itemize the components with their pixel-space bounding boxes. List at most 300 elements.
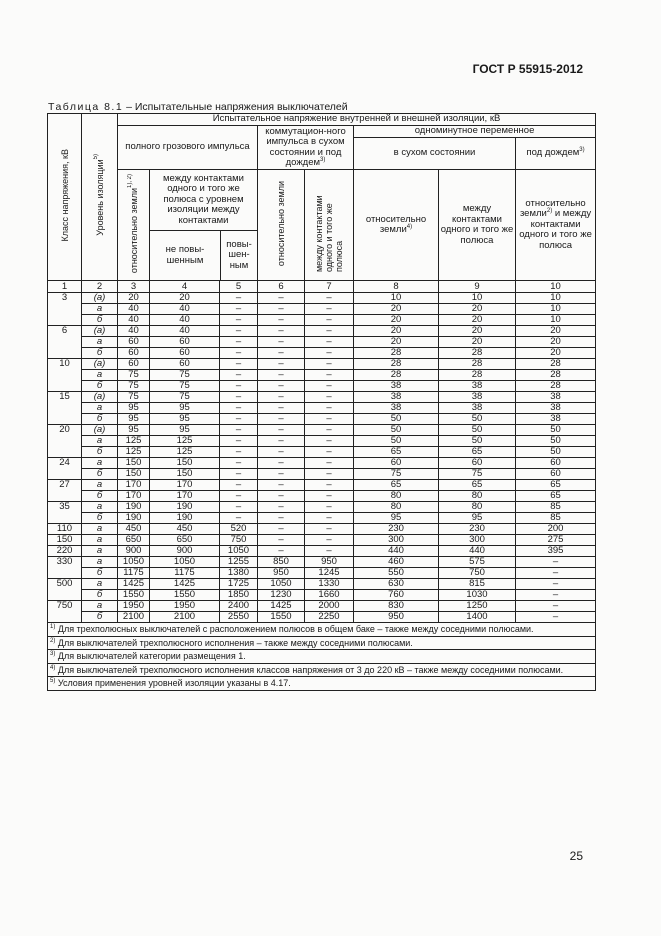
insulation-level-cell: а bbox=[82, 370, 118, 381]
voltage-cell: – bbox=[258, 381, 305, 392]
table-row bbox=[48, 370, 596, 381]
header-raised: повы-шен-ным bbox=[226, 238, 252, 271]
voltage-cell: – bbox=[258, 436, 305, 447]
voltage-cell: – bbox=[516, 557, 596, 568]
voltage-cell: 50 bbox=[354, 414, 439, 425]
voltage-cell: 10 bbox=[354, 293, 439, 304]
voltage-cell: 20 bbox=[516, 348, 596, 359]
voltage-cell: 28 bbox=[439, 348, 516, 359]
voltage-cell: 60 bbox=[118, 359, 150, 370]
voltage-cell: 60 bbox=[516, 469, 596, 480]
voltage-class-cell: 150 bbox=[48, 535, 82, 546]
voltage-cell: 95 bbox=[118, 403, 150, 414]
insulation-level-cell: а bbox=[82, 403, 118, 414]
voltage-cell: 1950 bbox=[118, 601, 150, 612]
insulation-level-cell: а bbox=[82, 436, 118, 447]
voltage-cell: 60 bbox=[354, 458, 439, 469]
table-caption-title: – Испытательные напряжения выключателей bbox=[126, 101, 348, 113]
voltage-cell: – bbox=[305, 315, 354, 326]
voltage-cell: – bbox=[305, 546, 354, 557]
table-row bbox=[48, 568, 596, 579]
voltage-cell: 95 bbox=[118, 425, 150, 436]
table-row bbox=[48, 326, 596, 337]
voltage-cell: 20 bbox=[439, 315, 516, 326]
voltage-cell: 28 bbox=[354, 348, 439, 359]
voltage-cell: – bbox=[305, 403, 354, 414]
voltage-cell: 815 bbox=[439, 579, 516, 590]
voltage-cell: 75 bbox=[150, 370, 220, 381]
footnote: $^{5)}$ Условия применения уровней изоляции указаны в 4.17. bbox=[48, 677, 596, 691]
voltage-cell: 1550 bbox=[118, 590, 150, 601]
voltage-cell: – bbox=[220, 502, 258, 513]
insulation-level-cell: (а) bbox=[82, 425, 118, 436]
voltage-class-cell: 6 bbox=[48, 326, 82, 359]
voltage-cell: 450 bbox=[150, 524, 220, 535]
voltage-cell: 1660 bbox=[305, 590, 354, 601]
voltage-cell: 850 bbox=[258, 557, 305, 568]
insulation-level-cell: а bbox=[82, 480, 118, 491]
insulation-level-cell: а bbox=[82, 458, 118, 469]
voltage-cell: 20 bbox=[439, 304, 516, 315]
voltage-class-cell: 35 bbox=[48, 502, 82, 524]
insulation-level-cell: б bbox=[82, 568, 118, 579]
column-number: 5 bbox=[220, 281, 258, 293]
voltage-cell: 28 bbox=[516, 381, 596, 392]
voltage-class-cell: 10 bbox=[48, 359, 82, 392]
voltage-cell: – bbox=[305, 524, 354, 535]
voltage-cell: – bbox=[258, 348, 305, 359]
voltage-cell: – bbox=[305, 458, 354, 469]
voltage-cell: 1550 bbox=[150, 590, 220, 601]
table-caption-label: Таблица 8.1 bbox=[48, 101, 124, 113]
voltage-cell: – bbox=[258, 480, 305, 491]
voltage-cell: 85 bbox=[516, 502, 596, 513]
column-number: 9 bbox=[439, 281, 516, 293]
voltage-cell: 38 bbox=[354, 392, 439, 403]
voltage-cell: – bbox=[220, 469, 258, 480]
voltage-cell: 65 bbox=[354, 480, 439, 491]
footnote: $^{2)}$ Для выключателей трехполюсного исполнения – также между соседними полюсами. bbox=[48, 636, 596, 650]
voltage-cell: 1230 bbox=[258, 590, 305, 601]
voltage-cell: 520 bbox=[220, 524, 258, 535]
table-caption bbox=[48, 101, 348, 113]
voltage-cell: 38 bbox=[516, 392, 596, 403]
header-rain-desc: относительно земли$^{2)}$ и между контактами одного и того же полюса bbox=[516, 170, 596, 281]
voltage-cell: 150 bbox=[150, 458, 220, 469]
voltage-cell: 20 bbox=[354, 304, 439, 315]
voltage-cell: 1425 bbox=[258, 601, 305, 612]
voltage-cell: 1050 bbox=[150, 557, 220, 568]
voltage-cell: 1030 bbox=[439, 590, 516, 601]
voltage-cell: 450 bbox=[118, 524, 150, 535]
voltage-cell: 1550 bbox=[258, 612, 305, 623]
voltage-cell: 40 bbox=[118, 304, 150, 315]
table-row bbox=[48, 502, 596, 513]
footnote: $^{1)}$ Для трехполюсных выключателей с расположением полюсов в общем баке – также между соседними полюсами. bbox=[48, 623, 596, 637]
table-row bbox=[48, 557, 596, 568]
voltage-cell: 38 bbox=[354, 381, 439, 392]
voltage-cell: 20 bbox=[354, 315, 439, 326]
voltage-cell: 20 bbox=[118, 293, 150, 304]
voltage-cell: 38 bbox=[439, 381, 516, 392]
voltage-cell: – bbox=[220, 370, 258, 381]
voltage-cell: – bbox=[305, 502, 354, 513]
header-switching-earth: относительно земли bbox=[258, 170, 305, 281]
voltage-cell: 1725 bbox=[220, 579, 258, 590]
voltage-cell: 2100 bbox=[118, 612, 150, 623]
insulation-level-cell: б bbox=[82, 315, 118, 326]
voltage-cell: 575 bbox=[439, 557, 516, 568]
voltage-cell: 95 bbox=[150, 425, 220, 436]
voltage-cell: – bbox=[220, 414, 258, 425]
voltage-cell: 1255 bbox=[220, 557, 258, 568]
voltage-cell: 1050 bbox=[258, 579, 305, 590]
voltage-cell: – bbox=[305, 326, 354, 337]
column-number: 6 bbox=[258, 281, 305, 293]
voltage-cell: 230 bbox=[439, 524, 516, 535]
voltage-cell: 60 bbox=[150, 348, 220, 359]
table-row bbox=[48, 414, 596, 425]
voltage-cell: 760 bbox=[354, 590, 439, 601]
voltage-cell: – bbox=[305, 392, 354, 403]
voltage-cell: – bbox=[305, 370, 354, 381]
voltage-cell: – bbox=[258, 502, 305, 513]
voltage-cell: – bbox=[516, 590, 596, 601]
insulation-level-cell: б bbox=[82, 414, 118, 425]
voltage-cell: – bbox=[258, 315, 305, 326]
voltage-cell: – bbox=[516, 612, 596, 623]
voltage-cell: – bbox=[258, 370, 305, 381]
voltage-cell: 38 bbox=[516, 403, 596, 414]
voltage-cell: 95 bbox=[354, 513, 439, 524]
header-switching-impulse: коммутацион-ного импульса в сухом состоянии и под дождем$^{3)}$ bbox=[258, 126, 354, 170]
voltage-cell: – bbox=[305, 469, 354, 480]
voltage-cell: – bbox=[305, 535, 354, 546]
voltage-cell: 95 bbox=[150, 403, 220, 414]
insulation-level-cell: б bbox=[82, 348, 118, 359]
voltage-cell: 65 bbox=[516, 491, 596, 502]
voltage-cell: 550 bbox=[354, 568, 439, 579]
voltage-class-cell: 110 bbox=[48, 524, 82, 535]
header-dry: в сухом состоянии bbox=[354, 138, 516, 170]
insulation-level-cell: б bbox=[82, 447, 118, 458]
voltage-cell: 20 bbox=[516, 337, 596, 348]
voltage-cell: – bbox=[258, 524, 305, 535]
voltage-cell: – bbox=[305, 436, 354, 447]
voltage-cell: 60 bbox=[516, 458, 596, 469]
voltage-cell: 1175 bbox=[150, 568, 220, 579]
voltage-cell: 75 bbox=[118, 392, 150, 403]
voltage-cell: 1850 bbox=[220, 590, 258, 601]
voltage-cell: 190 bbox=[150, 513, 220, 524]
voltage-cell: 75 bbox=[118, 381, 150, 392]
voltage-cell: 80 bbox=[439, 491, 516, 502]
voltage-cell: – bbox=[220, 359, 258, 370]
voltage-cell: 150 bbox=[118, 458, 150, 469]
insulation-level-cell: б bbox=[82, 469, 118, 480]
voltage-cell: – bbox=[220, 348, 258, 359]
table-row bbox=[48, 447, 596, 458]
insulation-level-cell: а bbox=[82, 579, 118, 590]
voltage-cell: – bbox=[258, 304, 305, 315]
header-switching-between: между контактами одного и того же полюса bbox=[305, 170, 354, 281]
table-row bbox=[48, 612, 596, 623]
voltage-cell: – bbox=[220, 326, 258, 337]
voltage-cell: 1050 bbox=[118, 557, 150, 568]
voltage-cell: 40 bbox=[150, 326, 220, 337]
voltage-cell: – bbox=[220, 293, 258, 304]
voltage-cell: – bbox=[305, 491, 354, 502]
voltage-cell: 75 bbox=[150, 392, 220, 403]
table-row bbox=[48, 524, 596, 535]
voltage-cell: – bbox=[258, 513, 305, 524]
voltage-cell: 65 bbox=[516, 480, 596, 491]
voltage-cell: 630 bbox=[354, 579, 439, 590]
voltage-cell: 1425 bbox=[150, 579, 220, 590]
table-row bbox=[48, 546, 596, 557]
voltage-cell: – bbox=[258, 392, 305, 403]
voltage-cell: 1400 bbox=[439, 612, 516, 623]
header-rain: под дождем$^{3)}$ bbox=[516, 138, 596, 170]
voltage-cell: 900 bbox=[118, 546, 150, 557]
voltage-cell: 60 bbox=[150, 359, 220, 370]
voltage-cell: 395 bbox=[516, 546, 596, 557]
voltage-class-cell: 15 bbox=[48, 392, 82, 425]
voltage-cell: 75 bbox=[118, 370, 150, 381]
voltage-cell: 20 bbox=[150, 293, 220, 304]
voltage-cell: 2550 bbox=[220, 612, 258, 623]
voltage-cell: – bbox=[258, 293, 305, 304]
voltage-cell: – bbox=[305, 381, 354, 392]
table-row bbox=[48, 359, 596, 370]
voltage-cell: – bbox=[220, 436, 258, 447]
voltage-cell: – bbox=[258, 414, 305, 425]
page-number: 25 bbox=[569, 849, 583, 863]
insulation-level-cell: б bbox=[82, 612, 118, 623]
voltage-cell: 1250 bbox=[439, 601, 516, 612]
insulation-level-cell: а bbox=[82, 546, 118, 557]
insulation-level-cell: (а) bbox=[82, 392, 118, 403]
voltage-cell: 50 bbox=[516, 436, 596, 447]
insulation-level-cell: б bbox=[82, 513, 118, 524]
voltage-cell: – bbox=[258, 469, 305, 480]
voltage-cell: 40 bbox=[150, 315, 220, 326]
voltage-cell: – bbox=[258, 535, 305, 546]
voltage-cell: – bbox=[258, 491, 305, 502]
insulation-level-cell: а bbox=[82, 524, 118, 535]
header-voltage-class: Класс напряжения, кВ bbox=[48, 114, 82, 281]
insulation-level-cell: б bbox=[82, 590, 118, 601]
voltage-cell: 50 bbox=[354, 425, 439, 436]
voltage-cell: – bbox=[258, 425, 305, 436]
voltage-cell: 190 bbox=[118, 502, 150, 513]
footnote: $^{4)}$ Для выключателей трехполюсного исполнения классов напряжения от 3 до 220 кВ – также между соседними полюсами. bbox=[48, 663, 596, 677]
voltage-cell: – bbox=[220, 337, 258, 348]
voltage-cell: 20 bbox=[439, 326, 516, 337]
table-row bbox=[48, 381, 596, 392]
voltage-cell: 28 bbox=[354, 359, 439, 370]
header-dry-earth: относительно земли$^{4)}$ bbox=[354, 170, 439, 281]
voltage-cell: – bbox=[516, 568, 596, 579]
header-ac-one-minute: одноминутное переменное bbox=[354, 126, 596, 138]
voltage-cell: 750 bbox=[439, 568, 516, 579]
insulation-level-cell: а bbox=[82, 557, 118, 568]
test-voltage-table bbox=[47, 113, 596, 691]
voltage-cell: 50 bbox=[516, 447, 596, 458]
footnote: $^{3)}$ Для выключателей категории размещения 1. bbox=[48, 650, 596, 664]
voltage-cell: 2000 bbox=[305, 601, 354, 612]
voltage-cell: 38 bbox=[354, 403, 439, 414]
voltage-cell: – bbox=[220, 458, 258, 469]
voltage-cell: 1175 bbox=[118, 568, 150, 579]
voltage-cell: – bbox=[258, 546, 305, 557]
voltage-cell: – bbox=[305, 414, 354, 425]
voltage-cell: 65 bbox=[439, 447, 516, 458]
voltage-cell: 1050 bbox=[220, 546, 258, 557]
voltage-cell: – bbox=[258, 337, 305, 348]
voltage-class-cell: 24 bbox=[48, 458, 82, 480]
voltage-cell: 170 bbox=[150, 480, 220, 491]
voltage-cell: – bbox=[258, 447, 305, 458]
voltage-cell: 20 bbox=[439, 337, 516, 348]
voltage-cell: 150 bbox=[118, 469, 150, 480]
voltage-cell: 460 bbox=[354, 557, 439, 568]
header-dry-between: между контактами одного и того же полюса bbox=[439, 170, 516, 281]
voltage-cell: – bbox=[220, 491, 258, 502]
table-row bbox=[48, 304, 596, 315]
voltage-cell: – bbox=[220, 403, 258, 414]
voltage-cell: 10 bbox=[516, 293, 596, 304]
voltage-cell: 2250 bbox=[305, 612, 354, 623]
header-lightning-between: между контактами одного и того же полюса с уровнем изоляции между контактами не повы-шенным повы-шен-ным bbox=[150, 170, 258, 281]
voltage-cell: 190 bbox=[118, 513, 150, 524]
voltage-cell: – bbox=[305, 425, 354, 436]
voltage-cell: 28 bbox=[439, 359, 516, 370]
voltage-cell: 38 bbox=[516, 414, 596, 425]
header-lightning-earth: относительно земли$^{1), 2)}$ bbox=[118, 170, 150, 281]
voltage-cell: 60 bbox=[439, 458, 516, 469]
voltage-cell: 85 bbox=[516, 513, 596, 524]
voltage-cell: – bbox=[220, 381, 258, 392]
voltage-cell: 75 bbox=[354, 469, 439, 480]
table-row bbox=[48, 337, 596, 348]
table-row bbox=[48, 480, 596, 491]
column-number: 3 bbox=[118, 281, 150, 293]
voltage-cell: 170 bbox=[150, 491, 220, 502]
voltage-cell: – bbox=[305, 348, 354, 359]
voltage-cell: – bbox=[258, 458, 305, 469]
voltage-cell: 125 bbox=[118, 436, 150, 447]
table-row bbox=[48, 403, 596, 414]
voltage-cell: – bbox=[305, 447, 354, 458]
insulation-level-cell: б bbox=[82, 381, 118, 392]
header-test-voltage: Испытательное напряжение внутренней и внешней изоляции, кВ bbox=[118, 114, 596, 126]
voltage-cell: 2100 bbox=[150, 612, 220, 623]
voltage-cell: 300 bbox=[439, 535, 516, 546]
voltage-cell: 650 bbox=[150, 535, 220, 546]
header-not-raised: не повы-шенным bbox=[150, 231, 221, 280]
table-row bbox=[48, 348, 596, 359]
voltage-cell: – bbox=[516, 601, 596, 612]
voltage-class-cell: 330 bbox=[48, 557, 82, 579]
voltage-class-cell: 20 bbox=[48, 425, 82, 458]
column-number: 7 bbox=[305, 281, 354, 293]
voltage-cell: 50 bbox=[439, 425, 516, 436]
voltage-cell: – bbox=[220, 392, 258, 403]
voltage-cell: 1245 bbox=[305, 568, 354, 579]
table-row bbox=[48, 513, 596, 524]
voltage-class-cell: 3 bbox=[48, 293, 82, 326]
voltage-cell: 40 bbox=[118, 326, 150, 337]
voltage-cell: 150 bbox=[150, 469, 220, 480]
voltage-cell: 440 bbox=[354, 546, 439, 557]
voltage-cell: 20 bbox=[354, 337, 439, 348]
insulation-level-cell: а bbox=[82, 535, 118, 546]
voltage-cell: – bbox=[305, 480, 354, 491]
table-row bbox=[48, 491, 596, 502]
voltage-cell: 28 bbox=[516, 359, 596, 370]
voltage-cell: 20 bbox=[516, 326, 596, 337]
voltage-cell: 170 bbox=[118, 491, 150, 502]
voltage-cell: – bbox=[305, 293, 354, 304]
insulation-level-cell: (а) bbox=[82, 293, 118, 304]
voltage-cell: – bbox=[258, 326, 305, 337]
voltage-cell: – bbox=[220, 480, 258, 491]
voltage-cell: – bbox=[220, 447, 258, 458]
voltage-cell: 28 bbox=[516, 370, 596, 381]
voltage-cell: 1950 bbox=[150, 601, 220, 612]
voltage-cell: 65 bbox=[439, 480, 516, 491]
voltage-cell: 75 bbox=[150, 381, 220, 392]
voltage-cell: 125 bbox=[150, 447, 220, 458]
table-row bbox=[48, 579, 596, 590]
insulation-level-cell: а bbox=[82, 601, 118, 612]
voltage-cell: 60 bbox=[150, 337, 220, 348]
voltage-cell: 950 bbox=[258, 568, 305, 579]
voltage-cell: – bbox=[305, 337, 354, 348]
voltage-cell: 50 bbox=[516, 425, 596, 436]
column-number: 8 bbox=[354, 281, 439, 293]
insulation-level-cell: (а) bbox=[82, 359, 118, 370]
table-row bbox=[48, 535, 596, 546]
voltage-cell: – bbox=[220, 513, 258, 524]
standard-header: ГОСТ Р 55915-2012 bbox=[472, 62, 583, 76]
table-row bbox=[48, 590, 596, 601]
table-row bbox=[48, 458, 596, 469]
voltage-class-cell: 750 bbox=[48, 601, 82, 623]
voltage-cell: 80 bbox=[354, 491, 439, 502]
voltage-cell: – bbox=[516, 579, 596, 590]
voltage-cell: 1330 bbox=[305, 579, 354, 590]
voltage-cell: 230 bbox=[354, 524, 439, 535]
column-number: 10 bbox=[516, 281, 596, 293]
voltage-cell: 830 bbox=[354, 601, 439, 612]
table-row bbox=[48, 293, 596, 304]
insulation-level-cell: б bbox=[82, 491, 118, 502]
voltage-cell: 40 bbox=[150, 304, 220, 315]
insulation-level-cell: (а) bbox=[82, 326, 118, 337]
voltage-cell: 950 bbox=[305, 557, 354, 568]
column-number: 1 bbox=[48, 281, 82, 293]
voltage-cell: – bbox=[305, 304, 354, 315]
voltage-class-cell: 220 bbox=[48, 546, 82, 557]
insulation-level-cell: а bbox=[82, 337, 118, 348]
voltage-cell: 300 bbox=[354, 535, 439, 546]
voltage-cell: 170 bbox=[118, 480, 150, 491]
voltage-cell: 750 bbox=[220, 535, 258, 546]
voltage-cell: 60 bbox=[118, 337, 150, 348]
voltage-cell: 10 bbox=[516, 304, 596, 315]
